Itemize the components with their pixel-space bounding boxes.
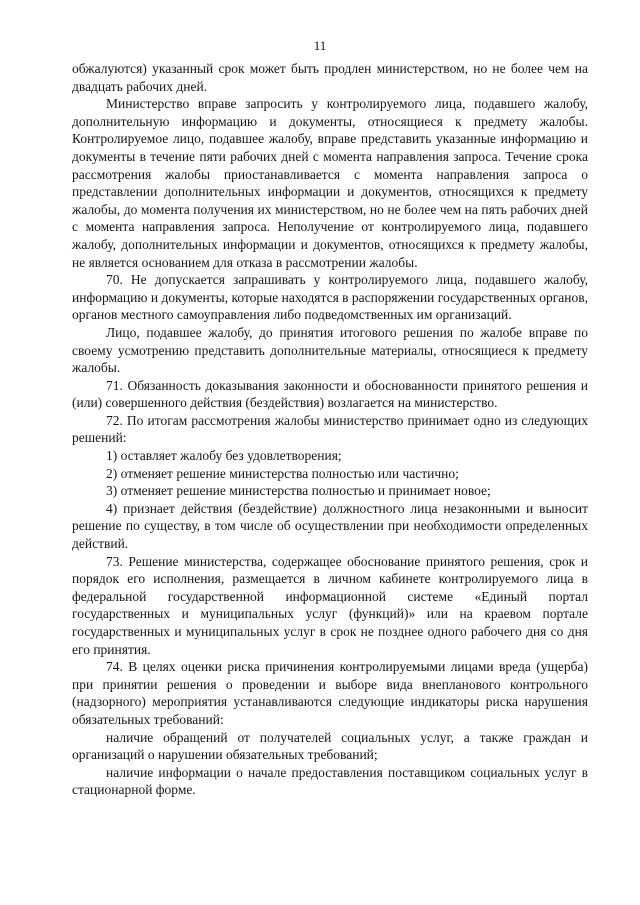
paragraph-70: 70. Не допускается запрашивать у контролируемого лица, подавшего жалобу, информацию и документы, которые находятся в распоряжении государственных органов, органов местного самоуправления либо подведомственных им организаций. xyxy=(72,272,588,323)
paragraph-information-request: Министерство вправе запросить у контролируемого лица, подавшего жалобу, дополнительную информацию и документы, относящиеся к предмету жалобы. Контролируемое лицо, подавшее жалобу, вправе представить указанные информацию и документы в течение пяти рабочих дней с момента направления запроса. Течение срока рассмотрения жалобы приостанавливается с момента направления запроса о представлении дополнительных информации и документов, относящихся к предмету жалобы, до момента получения их министерством, но не более чем на пять рабочих дней с момента направления запроса. Неполучение от контролируемого лица, подавшего жалобу, дополнительных информации и документов, относящихся к предмету жалобы, не является основанием для отказа в рассмотрении жалобы. xyxy=(72,96,588,270)
paragraph-71: 71. Обязанность доказывания законности и обоснованности принятого решения и (или) совершенного действия (бездействия) возлагается на министерство. xyxy=(72,377,588,411)
risk-indicator-2: наличие информации о начале предоставления поставщиком социальных услуг в стационарной форме. xyxy=(72,764,588,798)
paragraph-additional-materials: Лицо, подавшее жалобу, до принятия итогового решения по жалобе вправе по своему усмотрению представить дополнительные материалы, относящиеся к предмету жалобы. xyxy=(72,324,588,376)
list-item-4: 4) признает действия (бездействие) должностного лица незаконными и выносит решение по существу, в том числе об осуществлении при необходимости определенных действий. xyxy=(72,500,588,552)
paragraph-continuation: обжалуются) указанный срок может быть продлен министерством, но не более чем на двадцать рабочих дней. xyxy=(72,61,588,94)
paragraph-73: 73. Решение министерства, содержащее обоснование принятого решения, срок и порядок его исполнения, размещается в личном кабинете контролируемого лица в федеральной государственной информационной системе «Единый портал государственных и муниципальных услуг (функций)» или на краевом портале государственных и муниципальных услуг в срок не позднее одного рабочего дня со дня его принятия. xyxy=(72,553,588,657)
list-item-3: 3) отменяет решение министерства полностью и принимает новое; xyxy=(106,483,491,499)
list-item-1: 1) оставляет жалобу без удовлетворения; xyxy=(106,448,342,464)
paragraph-74: 74. В целях оценки риска причинения контролируемыми лицами вреда (ущерба) при принятии решения о проведении и выборе вида внепланового контрольного (надзорного) мероприятия устанавливаются следующие индикаторы риска нарушения обязательных требований: xyxy=(72,659,588,727)
page-number: 11 xyxy=(313,38,327,53)
paragraph-72: 72. По итогам рассмотрения жалобы министерство принимает одно из следующих решений: xyxy=(72,412,588,446)
risk-indicator-1: наличие обращений от получателей социальных услуг, а также граждан и организаций о нарушении обязательных требований; xyxy=(72,729,588,763)
document-body xyxy=(72,60,588,799)
list-item-2: 2) отменяет решение министерства полностью или частично; xyxy=(106,465,459,481)
